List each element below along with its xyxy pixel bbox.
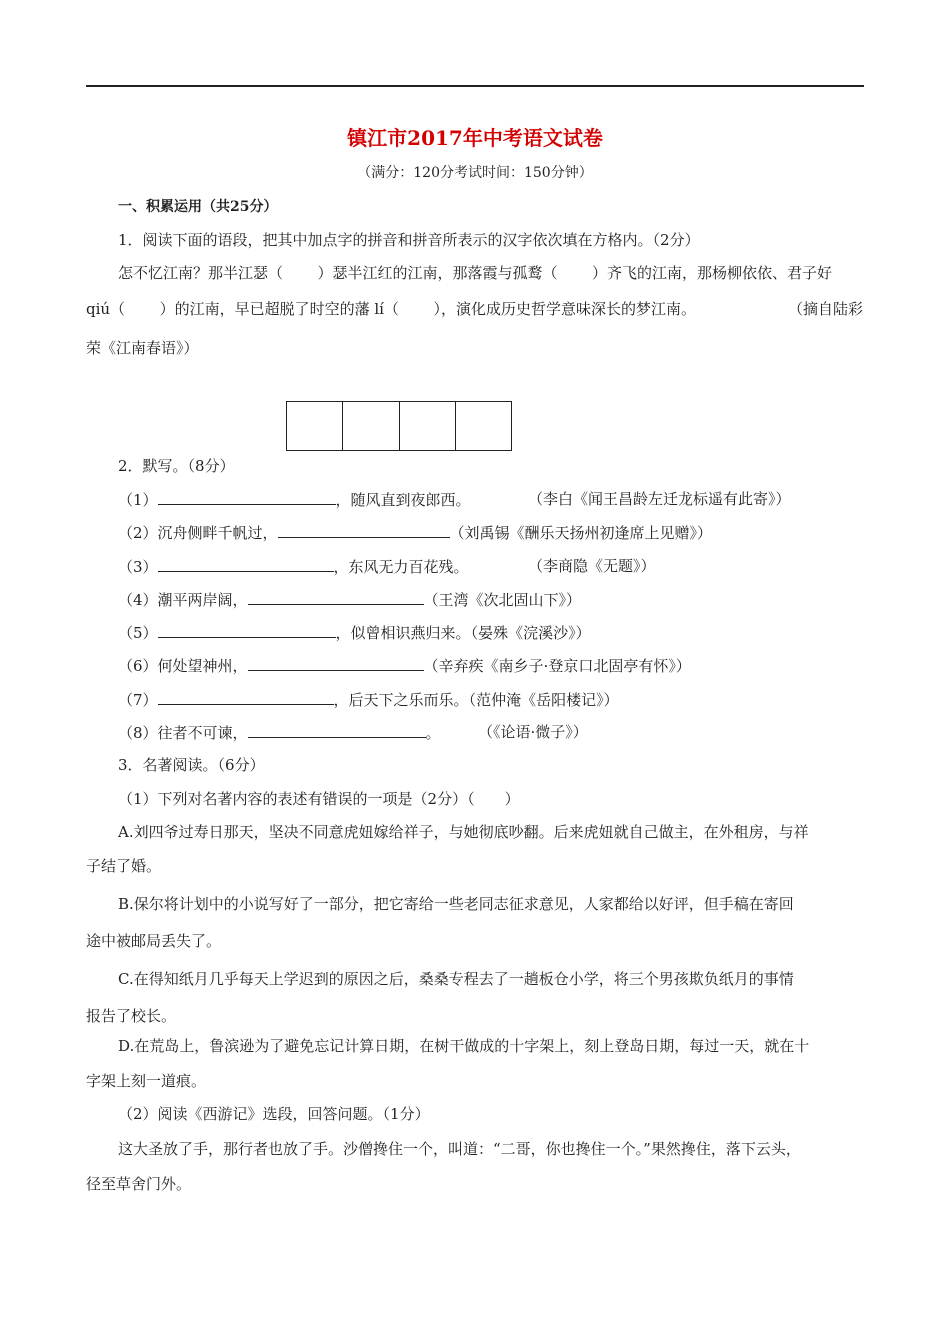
fill-blank[interactable] <box>158 688 334 705</box>
item-prefix: （7） <box>118 691 158 709</box>
fill-blank[interactable] <box>158 555 334 572</box>
q2-item-1 <box>118 488 471 511</box>
q2-item-8 <box>118 721 441 744</box>
q2-item-3 <box>118 555 469 578</box>
item-suffix: ，后天下之乐而乐。 <box>333 691 469 709</box>
q1-text: ），演化成历史哲学意味深长的梦江南。 <box>433 300 696 318</box>
item-prefix: （5） <box>118 624 158 642</box>
option-d-line-2: 字架上刻一道痕。 <box>86 1072 207 1090</box>
fill-blank[interactable] <box>278 521 450 538</box>
item-prefix: （1） <box>118 491 158 509</box>
item-prefix: （4）潮平两岸阔， <box>118 591 248 609</box>
q3-sub2: （2）阅读《西游记》选段，回答问题。（1分） <box>118 1105 430 1123</box>
q3-sub1: （1）下列对名著内容的表述有错误的一项是（2分）（ ） <box>118 790 520 808</box>
option-d-line-1: D.在荒岛上，鲁滨逊为了避免忘记计算日期，在树干做成的十字架上，刻上登岛日期，每过一天，就在十 <box>118 1037 810 1055</box>
item-suffix: 。 <box>425 724 441 742</box>
fill-blank[interactable] <box>248 588 424 605</box>
answer-box[interactable] <box>343 402 399 450</box>
q2-stem: 2．默写。（8分） <box>118 457 235 475</box>
passage-line-1: 这大圣放了手，那行者也放了手。沙僧搀住一个，叫道：“二哥，你也搀住一个。”果然搀住，落下云头， <box>118 1140 801 1158</box>
q1-passage-line-1 <box>118 262 832 284</box>
item-suffix: ，随风直到夜郎西。 <box>335 491 471 509</box>
q2-item-1-source: （李白《闻王昌龄左迁龙标遥有此寄》） <box>528 490 791 508</box>
fill-blank[interactable] <box>158 621 336 638</box>
item-prefix: （3） <box>118 558 158 576</box>
passage-line-2: 径至草舍门外。 <box>86 1175 192 1193</box>
q1-source-cont: 荣《江南春语》） <box>86 339 199 357</box>
item-prefix: （6）何处望神州， <box>118 657 248 675</box>
fill-blank[interactable] <box>248 654 424 671</box>
item-source: （辛弃疾《南乡子·登京口北固亭有怀》） <box>423 657 691 675</box>
item-suffix: ，似曾相识燕归来。 <box>335 624 471 642</box>
option-c-line-1: C.在得知纸月几乎每天上学迟到的原因之后，桑桑专程去了一趟板仓小学，将三个男孩欺负纸月的事情 <box>118 970 794 988</box>
q2-item-7 <box>118 688 619 711</box>
answer-box[interactable] <box>287 402 343 450</box>
q1-source: （摘自陆彩 <box>788 300 864 318</box>
option-a-line-1: A.刘四爷过寿日那天，坚决不同意虎妞嫁给祥子，与她彻底吵翻。后来虎妞就自己做主，在外租房，与祥 <box>118 823 809 841</box>
item-prefix: （8）往者不可谏， <box>118 724 248 742</box>
q2-item-6 <box>118 654 691 677</box>
q2-item-3-source: （李商隐《无题》） <box>528 557 656 575</box>
answer-box[interactable] <box>400 402 456 450</box>
q2-item-8-source: （《论语·微子》） <box>478 723 588 741</box>
option-c-line-2: 报告了校长。 <box>86 1007 177 1025</box>
item-prefix: （2）沉舟侧畔千帆过， <box>118 524 278 542</box>
option-b-line-2: 途中被邮局丢失了。 <box>86 932 222 950</box>
header-rule <box>86 85 864 87</box>
q2-item-2 <box>118 521 712 544</box>
option-b-line-1: B.保尔将计划中的小说写好了一部分，把它寄给一些老同志征求意见，人家都给以好评，但手稿在寄回 <box>118 895 794 913</box>
exam-title: 镇江市2017年中考语文试卷 <box>347 126 603 150</box>
fill-blank[interactable] <box>248 721 426 738</box>
q2-item-5 <box>118 621 591 644</box>
q1-passage-line-2 <box>86 298 696 320</box>
item-source: （刘禹锡《酬乐天扬州初逢席上见赠》） <box>449 524 713 542</box>
q1-text: 怎不忆江南？那半江瑟（ <box>118 264 284 282</box>
q1-answer-grid <box>286 401 512 451</box>
q1-text: ）的江南，早已超脱了时空的藩 lí（ <box>159 300 399 318</box>
item-suffix: ，东风无力百花残。 <box>333 558 469 576</box>
q1-stem: 1．阅读下面的语段，把其中加点字的拼音和拼音所表示的汉字依次填在方格内。（2分） <box>118 231 700 249</box>
exam-subtitle: （满分：120分考试时间：150分钟） <box>357 165 593 181</box>
fill-blank[interactable] <box>158 488 336 505</box>
item-source: （范仲淹《岳阳楼记》） <box>468 691 619 709</box>
q1-text: ）瑟半江红的江南，那落霞与孤鹜（ <box>317 264 558 282</box>
answer-box[interactable] <box>456 402 511 450</box>
option-a-line-2: 子结了婚。 <box>86 857 162 875</box>
q1-text: ）齐飞的江南，那杨柳依依、君子好 <box>592 264 833 282</box>
section-1-heading: 一、积累运用（共25分） <box>118 199 278 215</box>
q1-text: qiú（ <box>86 300 126 318</box>
item-source: （王湾《次北固山下》） <box>423 591 582 609</box>
q2-item-4 <box>118 588 581 611</box>
q3-stem: 3．名著阅读。（6分） <box>118 756 265 774</box>
item-source: （晏殊《浣溪沙》） <box>470 624 591 642</box>
